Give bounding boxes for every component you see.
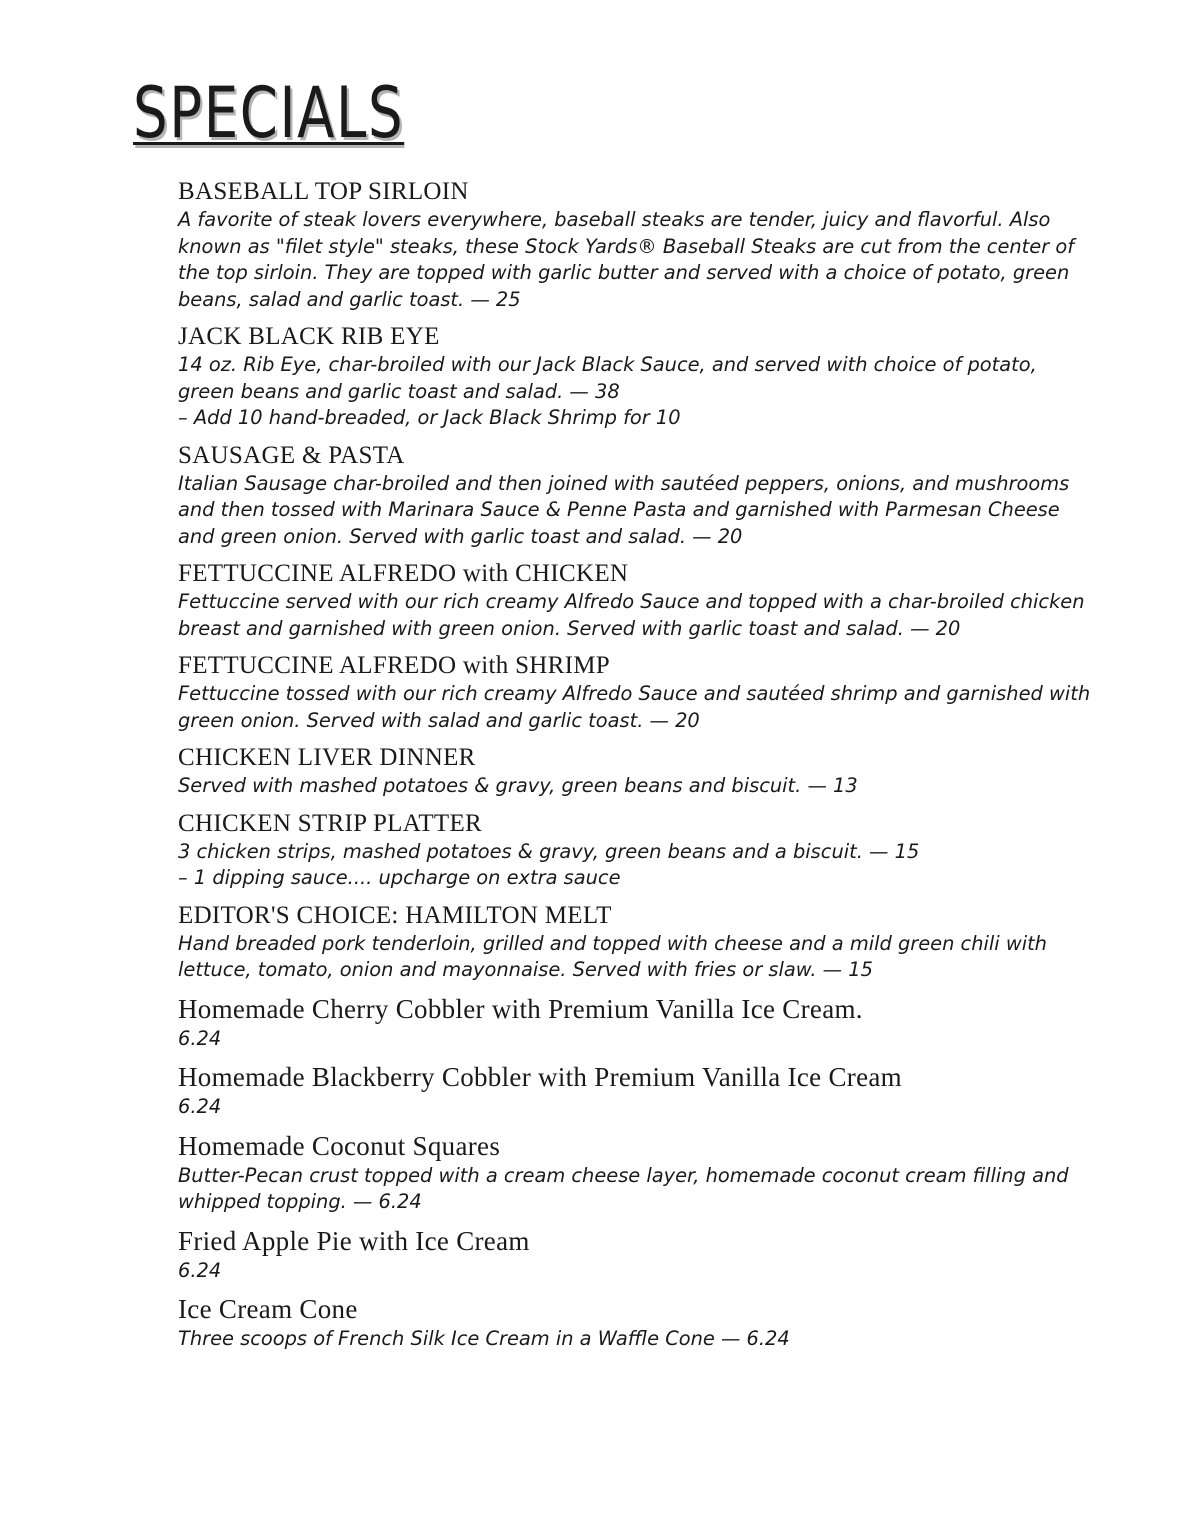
menu-item-description xyxy=(178,1258,1098,1285)
menu-item xyxy=(178,558,1098,642)
menu-item-description xyxy=(178,681,1098,734)
page-title: SPECIALS xyxy=(133,72,405,154)
menu-item-description xyxy=(178,1026,1098,1053)
menu-item xyxy=(178,650,1098,734)
menu-item xyxy=(178,1129,1098,1216)
menu-item-description xyxy=(178,352,1098,432)
menu-item-description-line: Fettuccine served with our rich creamy Alfredo Sauce and topped with a char-broiled chicken breast and garnished with green onion. Served with garlic toast and salad. — 20 xyxy=(178,590,1085,640)
menu-item xyxy=(178,1060,1098,1121)
menu-item-name: JACK BLACK RIB EYE xyxy=(178,323,440,350)
menu-item xyxy=(178,742,1098,800)
menu-item-description-line: Fettuccine tossed with our rich creamy Alfredo Sauce and sautéed shrimp and garnished with green onion. Served with salad and garlic toast. — 20 xyxy=(178,682,1091,732)
menu-item-name: CHICKEN LIVER DINNER xyxy=(178,744,476,771)
menu-item-description-line: 3 chicken strips, mashed potatoes & gravy, green beans and a biscuit. — 15 xyxy=(178,839,920,863)
menu-item-description xyxy=(178,1163,1098,1216)
menu-item-description-line: – 1 dipping sauce.... upcharge on extra sauce xyxy=(178,866,621,889)
menu-item-description xyxy=(178,471,1098,551)
menu-item-description-line: Italian Sausage char-broiled and then joined with sautéed peppers, onions, and mushrooms and then tossed with Marinara Sauce & Penne Pasta and garnished with Parmesan Cheese and green onion. Served with garlic toast and salad. — 20 xyxy=(178,471,1070,548)
menu-item-name: Homemade Coconut Squares xyxy=(178,1130,501,1161)
menu-item-description xyxy=(178,931,1098,984)
menu-item-description-line: Served with mashed potatoes & gravy, green beans and biscuit. — 13 xyxy=(178,774,858,797)
menu-item-description xyxy=(178,839,1098,892)
menu-item-name: FETTUCCINE ALFREDO with CHICKEN xyxy=(178,560,629,587)
menu-item-description-line: Three scoops of French Silk Ice Cream in a Waffle Cone — 6.24 xyxy=(178,1327,790,1350)
menu-item-description-line: Hand breaded pork tenderloin, grilled and topped with cheese and a mild green chili with lettuce, tomato, onion and mayonnaise. Served with fries or slaw. — 15 xyxy=(178,931,1047,981)
menu-item xyxy=(178,321,1098,432)
menu-item-name: FETTUCCINE ALFREDO with SHRIMP xyxy=(178,652,610,679)
menu-item-name: Fried Apple Pie with Ice Cream xyxy=(178,1225,530,1256)
menu-item-name: SAUSAGE & PASTA xyxy=(178,441,405,469)
specials-list xyxy=(178,176,1098,1361)
menu-item xyxy=(178,440,1098,551)
menu-item-description xyxy=(178,1326,1098,1353)
menu-item-name: EDITOR'S CHOICE: HAMILTON MELT xyxy=(178,901,612,929)
menu-item-description-line: 6.24 xyxy=(178,1258,222,1282)
menu-item-description xyxy=(178,773,1098,800)
menu-item xyxy=(178,900,1098,984)
menu-item xyxy=(178,992,1098,1053)
menu-item xyxy=(178,808,1098,892)
menu-item-description-line: 6.24 xyxy=(178,1095,222,1118)
menu-item xyxy=(178,1292,1098,1353)
menu-item-description-line: A favorite of steak lovers everywhere, baseball steaks are tender, juicy and flavorful. Also known as "filet style" steaks, these Stock Yards® Baseball Steaks are cut from the center of the top sirloin. They are topped with garlic butter and served with a choice of potato, green beans, salad and garlic toast. — 25 xyxy=(178,208,1075,311)
menu-item-name: Homemade Cherry Cobbler with Premium Vanilla Ice Cream. xyxy=(178,993,863,1024)
menu-item-description xyxy=(178,589,1098,642)
menu-item-description-line: 6.24 xyxy=(178,1026,222,1050)
menu-item-name: BASEBALL TOP SIRLOIN xyxy=(178,178,469,205)
menu-item-name: Homemade Blackberry Cobbler with Premium Vanilla Ice Cream xyxy=(178,1062,902,1092)
menu-item xyxy=(178,1224,1098,1285)
menu-item-description-line: Butter-Pecan crust topped with a cream cheese layer, homemade coconut cream filling and whipped topping. — 6.24 xyxy=(178,1163,1069,1213)
menu-item-description-line: 14 oz. Rib Eye, char-broiled with our Jack Black Sauce, and served with choice of potato, green beans and garlic toast and salad. — 38 xyxy=(178,353,1037,403)
menu-item-description-line: – Add 10 hand-breaded, or Jack Black Shrimp for 10 xyxy=(178,406,681,429)
menu-item-description xyxy=(178,207,1098,313)
menu-item-name: Ice Cream Cone xyxy=(178,1294,358,1324)
menu-item xyxy=(178,176,1098,313)
menu-item-name: CHICKEN STRIP PLATTER xyxy=(178,809,483,837)
menu-item-description xyxy=(178,1094,1098,1121)
